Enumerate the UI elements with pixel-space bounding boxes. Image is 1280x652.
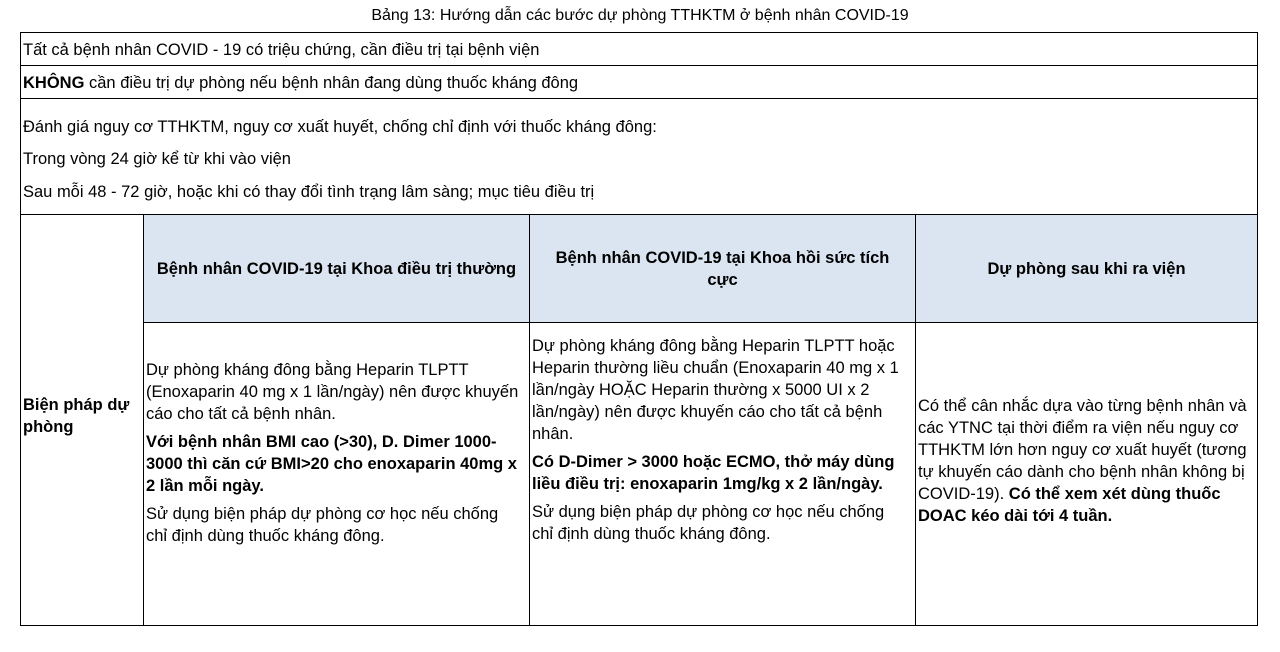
table-caption: Bảng 13: Hướng dẫn các bước dự phòng TTHKTM ở bệnh nhân COVID-19 [371, 7, 909, 24]
row-label-cell [21, 215, 144, 625]
measure-paragraph: Sử dụng biện pháp dự phòng cơ học nếu chống chỉ định dùng thuốc kháng đông. [532, 503, 885, 543]
measure-paragraph: Dự phòng kháng đông bằng Heparin TLPTT (Enoxaparin 40 mg x 1 lần/ngày) nên được khuyến cáo cho tất cả bệnh nhân. [146, 361, 519, 423]
icu-measures-cell [530, 323, 916, 625]
header-text: Dự phòng sau khi ra viện [987, 259, 1186, 278]
measure-paragraph [918, 395, 1251, 527]
measure-paragraph-bold: Với bệnh nhân BMI cao (>30), D. Dimer 1000-3000 thì căn cứ BMI>20 cho enoxaparin 40mg x 2 lần mỗi ngày. [146, 433, 517, 495]
row-text: Tất cả bệnh nhân COVID - 19 có triệu chứng, cần điều trị tại bệnh viện [23, 41, 540, 59]
measure-paragraph: Dự phòng kháng đông bằng Heparin TLPTT hoặc Heparin thường liều chuẩn (Enoxaparin 40 mg x 1 lần/ngày HOẶC Heparin thường x 5000 UI x 2 lần/ngày) nên được khuyến cáo cho tất cả bệnh nhân. [532, 337, 899, 443]
measures-grid [21, 215, 1257, 625]
post-discharge-cell [916, 323, 1257, 625]
assessment-line: Trong vòng 24 giờ kể từ khi vào viện [23, 150, 291, 168]
header-post-discharge [916, 215, 1257, 323]
ward-measures-cell [144, 323, 530, 625]
assessment-line: Sau mỗi 48 - 72 giờ, hoặc khi có thay đổi tình trạng lâm sàng; mục tiêu điều trị [23, 183, 595, 201]
table-row-no-treatment [21, 66, 1257, 99]
measure-paragraph: Sử dụng biện pháp dự phòng cơ học nếu chống chỉ định dùng thuốc kháng đông. [146, 505, 499, 545]
table-row-assessment [21, 99, 1257, 215]
measure-text-bold: Có thể xem xét dùng thuốc DOAC kéo dài tới 4 tuần. [918, 485, 1221, 525]
header-text: Bệnh nhân COVID-19 tại Khoa hồi sức tích cực [555, 248, 890, 289]
assessment-line: Đánh giá nguy cơ TTHKTM, nguy cơ xuất huyết, chống chỉ định với thuốc kháng đông: [23, 118, 657, 136]
measure-text: Có thể cân nhắc dựa vào từng bệnh nhân và các YTNC tại thời điểm ra viện nếu nguy cơ TTHKTM lớn hơn nguy cơ xuất huyết (tương tự khuyến cáo dành cho bệnh nhân không bị COVID-19). [918, 397, 1247, 503]
measure-paragraph-bold: Có D-Dimer > 3000 hoặc ECMO, thở máy dùng liều điều trị: enoxaparin 1mg/kg x 2 lần/ngày. [532, 453, 895, 493]
header-icu-patients [530, 215, 916, 323]
header-ward-patients [144, 215, 530, 323]
row-text: cần điều trị dự phòng nếu bệnh nhân đang dùng thuốc kháng đông [84, 74, 579, 92]
row-bold-text: KHÔNG [23, 74, 85, 92]
table-row-all-patients [21, 33, 1257, 66]
prophylaxis-table [20, 32, 1258, 626]
row-label: Biện pháp dự phòng [23, 396, 130, 436]
header-text: Bệnh nhân COVID-19 tại Khoa điều trị thường [156, 259, 517, 278]
